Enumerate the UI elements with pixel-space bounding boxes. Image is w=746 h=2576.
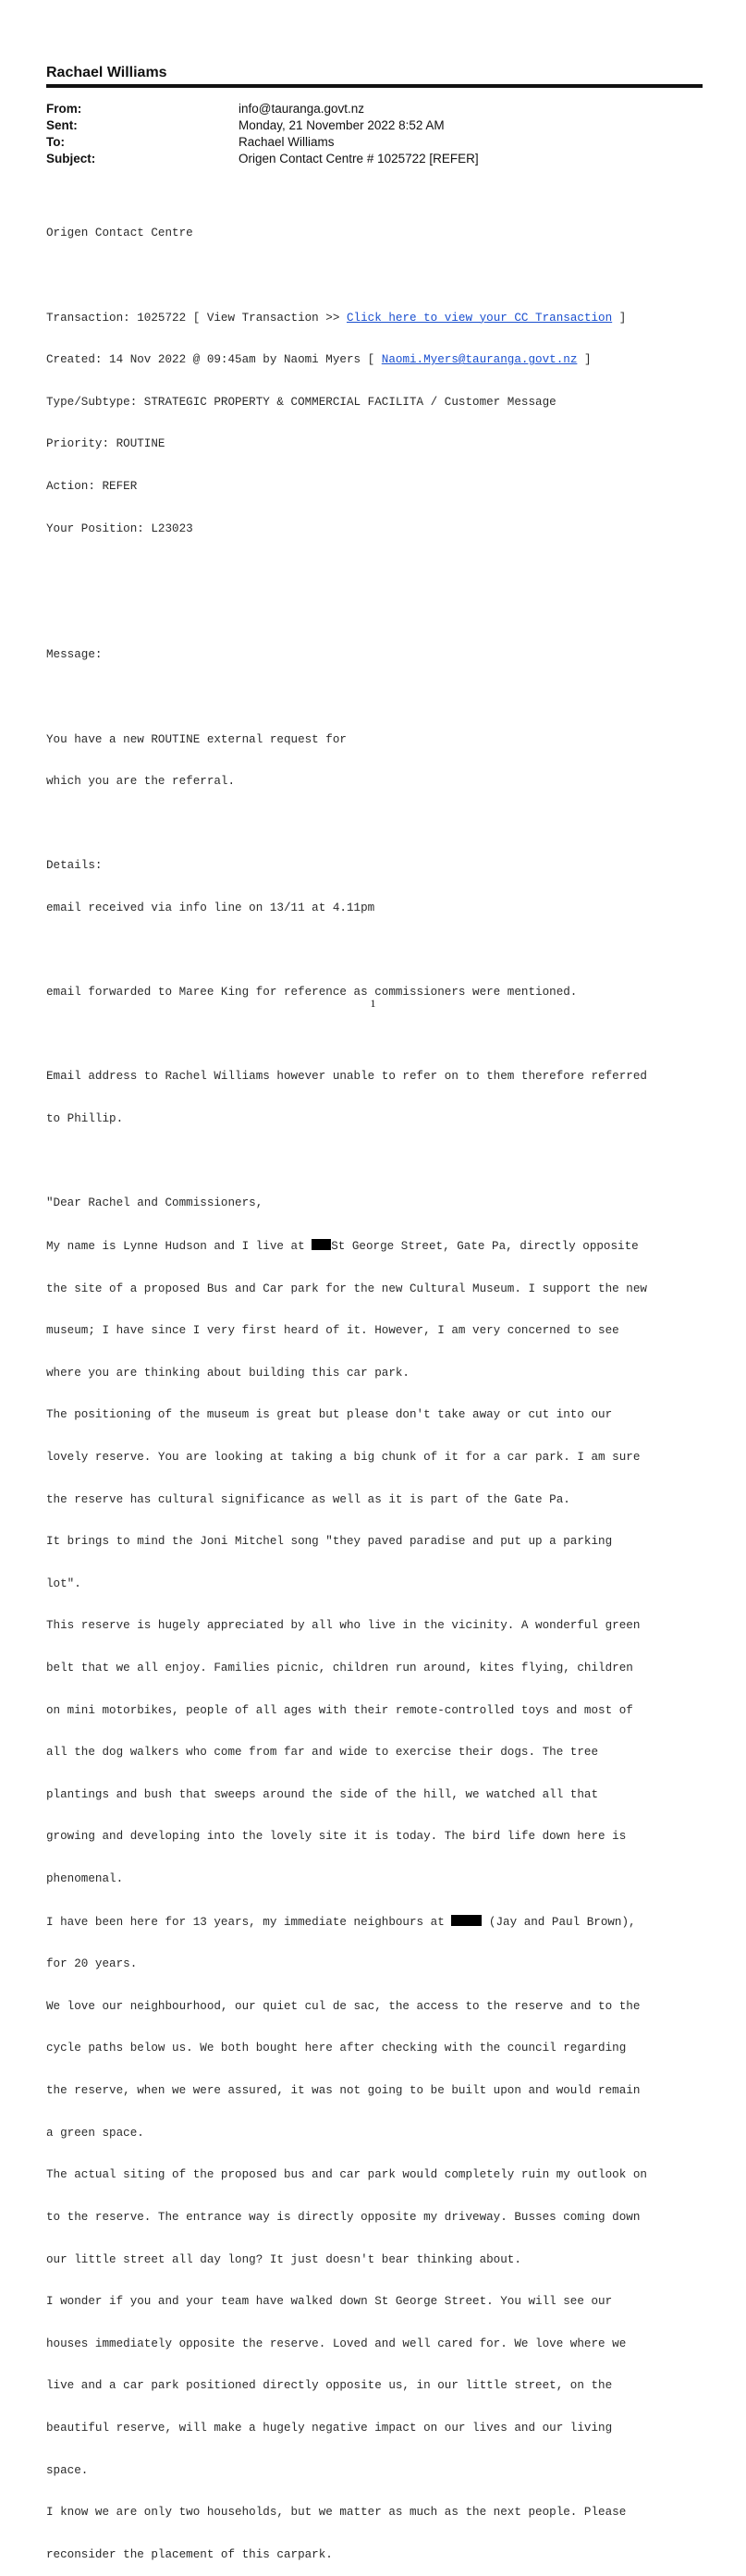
letter-line: a green space. [46, 2126, 144, 2140]
transaction-text: Transaction: 1025722 [ View Transaction >> [46, 311, 347, 325]
letter-line: It brings to mind the Joni Mitchel song "they paved paradise and put up a parking [46, 1535, 613, 1549]
blank-line [46, 1028, 707, 1042]
letter-line: plantings and bush that sweeps around the side of the hill, we watched all that [46, 1787, 599, 1801]
creator-email-link[interactable]: Naomi.Myers@tauranga.govt.nz [381, 353, 578, 367]
letter-line: beautiful reserve, will make a hugely negative impact on our lives and our living [46, 2421, 613, 2435]
page-number: 1 [370, 997, 376, 1010]
letter-line: our little street all day long? It just doesn't bear thinking about. [46, 2252, 521, 2266]
action-line: Action: REFER [46, 480, 138, 494]
subject-row [46, 151, 703, 167]
redaction-block [312, 1239, 331, 1250]
letter-line: for 20 years. [46, 1957, 138, 1971]
letter-line [46, 1915, 707, 1930]
redaction-block [451, 1915, 482, 1926]
letter-line: This reserve is hugely appreciated by all who live in the vicinity. A wonderful green [46, 1619, 641, 1633]
letter-line: the reserve, when we were assured, it was not going to be built upon and would remain [46, 2084, 641, 2098]
contact-centre-name: Origen Contact Centre [46, 227, 193, 240]
header-divider [46, 84, 703, 88]
letter-line: live and a car park positioned directly opposite us, in our little street, on the [46, 2379, 613, 2393]
mailbox-owner-name: Rachael Williams [46, 65, 167, 80]
subject-label: Subject: [46, 152, 96, 166]
letter-line: I wonder if you and your team have walked down St George Street. You will see our [46, 2295, 613, 2309]
to-value: Rachael Williams [238, 135, 335, 149]
letter-line: cycle paths below us. We both bought here after checking with the council regarding [46, 2042, 627, 2055]
created-text: Created: 14 Nov 2022 @ 09:45am by Naomi Myers [ [46, 353, 382, 367]
from-row [46, 101, 703, 117]
sent-value: Monday, 21 November 2022 8:52 AM [238, 118, 445, 132]
letter-line: We love our neighbourhood, our quiet cul de sac, the access to the reserve and to the [46, 1999, 641, 2013]
letter-text: St George Street, Gate Pa, directly opposite [331, 1239, 639, 1253]
letter-line: lot". [46, 1576, 81, 1590]
letter-line: phenomenal. [46, 1872, 124, 1886]
letter-line: space. [46, 2463, 89, 2477]
to-label: To: [46, 135, 65, 149]
subject-value: Origen Contact Centre # 1025722 [REFER] [238, 152, 479, 166]
created-line [46, 353, 707, 367]
letter-line: I know we are only two households, but we matter as much as the next people. Please [46, 2506, 627, 2520]
letter-line: belt that we all enjoy. Families picnic, children run around, kites flying, children [46, 1662, 633, 1674]
letter-line: on mini motorbikes, people of all ages with their remote-controlled toys and most of [46, 1703, 633, 1717]
from-label: From: [46, 102, 82, 116]
email-header [46, 101, 703, 167]
blank-line [46, 691, 707, 705]
letter-line: houses immediately opposite the reserve. Loved and well cared for. We love where we [46, 2337, 627, 2350]
letter-line: growing and developing into the lovely site it is today. The bird life down here is [46, 1830, 627, 1844]
blank-line [46, 817, 707, 831]
transaction-line [46, 312, 707, 325]
view-transaction-link[interactable]: Click here to view your CC Transaction [346, 311, 613, 325]
letter-line: all the dog walkers who come from far and wide to exercise their dogs. The tree [46, 1746, 599, 1760]
letter-line: to the reserve. The entrance way is directly opposite my driveway. Busses coming down [46, 2210, 641, 2224]
letter-line: museum; I have since I very first heard of it. However, I am very concerned to see [46, 1324, 619, 1338]
letter-line: reconsider the placement of this carpark. [46, 2547, 333, 2561]
routine-line-1: You have a new ROUTINE external request for [46, 732, 347, 746]
letter-line: the reserve has cultural significance as well as it is part of the Gate Pa. [46, 1492, 570, 1506]
letter-line: where you are thinking about building this car park. [46, 1366, 410, 1380]
sent-row [46, 117, 703, 134]
routine-line-2: which you are the referral. [46, 775, 236, 789]
letter-text: My name is Lynne Hudson and I live at [46, 1239, 312, 1253]
letter-line: lovely reserve. You are looking at taking a big chunk of it for a car park. I am sure [46, 1450, 641, 1464]
priority-line: Priority: ROUTINE [46, 437, 165, 451]
letter-text: (Jay and Paul Brown), [482, 1915, 636, 1929]
sent-label: Sent: [46, 118, 78, 132]
transaction-close: ] [612, 311, 627, 325]
blank-line [46, 269, 707, 283]
letter-text: I have been here for 13 years, my immediate neighbours at [46, 1915, 452, 1929]
position-line: Your Position: L23023 [46, 521, 193, 535]
letter-line: "Dear Rachel and Commissioners, [46, 1196, 263, 1210]
type-line: Type/Subtype: STRATEGIC PROPERTY & COMMERCIAL FACILITA / Customer Message [46, 395, 556, 409]
letter-line: the site of a proposed Bus and Car park for the new Cultural Museum. I support the new [46, 1282, 647, 1295]
address-line-2: to Phillip. [46, 1112, 124, 1126]
from-value: info@tauranga.govt.nz [238, 102, 365, 116]
forwarded-line: email forwarded to Maree King for reference as commissioners were mentioned. [46, 986, 578, 1000]
blank-line [46, 607, 707, 620]
blank-line [46, 1155, 707, 1169]
email-body [46, 199, 707, 2576]
blank-line [46, 564, 707, 578]
details-line: email received via info line on 13/11 at 4.11pm [46, 902, 375, 915]
to-row [46, 134, 703, 151]
address-line-1: Email address to Rachel Williams however unable to refer on to them therefore referred [46, 1070, 647, 1084]
message-label: Message: [46, 648, 103, 662]
details-label: Details: [46, 859, 103, 873]
letter-line: The positioning of the museum is great but please don't take away or cut into our [46, 1408, 613, 1422]
created-close: ] [577, 353, 592, 367]
letter-line [46, 1239, 707, 1254]
letter-line: The actual siting of the proposed bus and car park would completely ruin my outlook on [46, 2168, 647, 2182]
blank-line [46, 944, 707, 958]
